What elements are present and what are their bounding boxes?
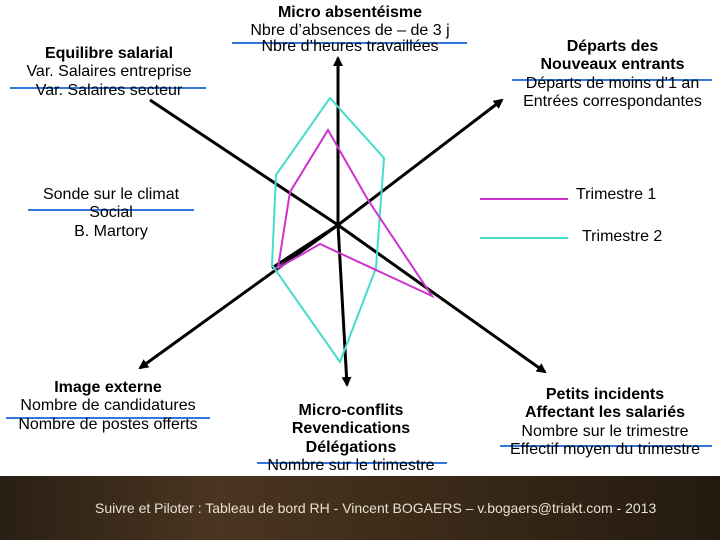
label-title: Micro absentéisme <box>277 4 423 21</box>
label-departs-nouveaux-entrants <box>505 38 720 112</box>
label-sonde-climat-social <box>20 186 202 241</box>
label-title: Micro-conflits <box>298 402 404 419</box>
legend-label: Trimestre 2 <box>582 228 663 245</box>
legend-label: Trimestre 1 <box>576 186 657 203</box>
label-micro-absenteisme <box>220 4 480 56</box>
label-numerator: Nombre sur le trimestre <box>267 457 435 475</box>
label-title: Petits incidents <box>545 386 665 403</box>
label-title-2: Affectant les salariés <box>524 404 686 422</box>
label-numerator: Nombre de candidatures <box>20 397 196 415</box>
label-denominator: Nombre de postes offerts <box>18 415 198 433</box>
label-denominator: Effectif moyen du trimestre <box>510 441 700 459</box>
label-title: Equilibre salarial <box>44 45 174 62</box>
label-line-2: Social <box>89 204 133 222</box>
axis-upper-right <box>338 100 502 225</box>
label-line-1: Sonde sur le climat <box>42 186 180 203</box>
label-title-2: Nouveaux entrants <box>540 56 685 74</box>
axis-lower-right <box>338 225 545 372</box>
label-numerator: Nombre sur le trimestre <box>521 422 689 440</box>
label-numerator: Var. Salaires entreprise <box>26 63 192 81</box>
label-denominator: Var. Salaires secteur <box>35 81 183 99</box>
label-title: Image externe <box>54 379 162 396</box>
label-title-2: Revendications <box>291 420 411 438</box>
label-petits-incidents <box>495 386 715 460</box>
label-denominator: Entrées correspondantes <box>523 93 702 111</box>
axis-lower-left <box>140 225 338 368</box>
label-image-externe <box>2 379 214 434</box>
label-numerator: Nbre d’absences de – de 3 j <box>250 22 450 40</box>
label-title-3: Délégations <box>305 438 397 456</box>
legend-trimestre-1 <box>576 186 676 204</box>
label-line-3: B. Martory <box>74 222 148 240</box>
legend-trimestre-2 <box>582 228 682 246</box>
label-title: Départs des <box>566 38 659 55</box>
footer-text: Suivre et Piloter : Tableau de bord RH - Vincent BOGAERS – v.bogaers@triakt.com - 2013 <box>95 500 657 516</box>
label-equilibre-salarial <box>4 45 214 100</box>
label-numerator: Départs de moins d’1 an <box>525 74 700 92</box>
label-denominator: Nbre d’heures travaillées <box>261 37 439 55</box>
